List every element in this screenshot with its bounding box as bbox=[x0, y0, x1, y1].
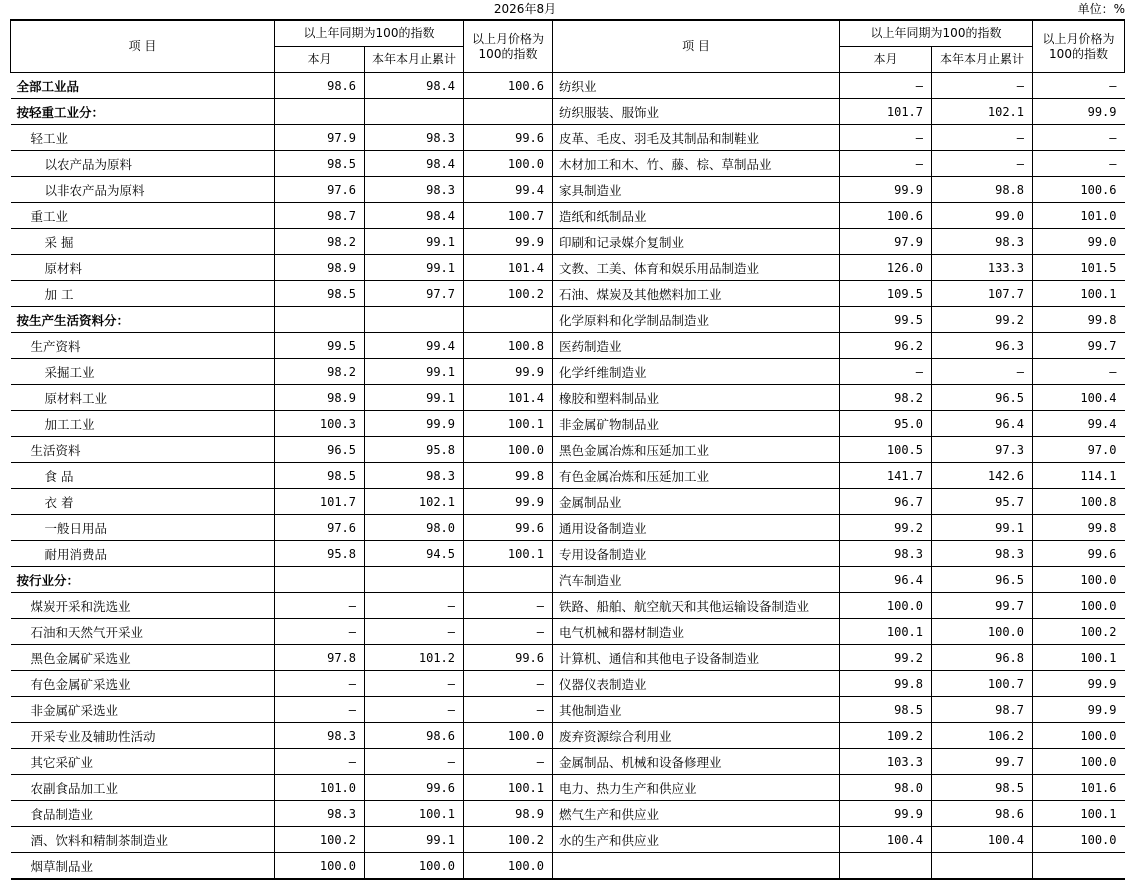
right-ytd-value: 99.0 bbox=[932, 203, 1033, 229]
right-ytd-value: 96.3 bbox=[932, 333, 1033, 359]
left-this-month-value: — bbox=[275, 697, 365, 723]
left-this-month-value: 99.5 bbox=[275, 333, 365, 359]
left-item-name: 采 掘 bbox=[11, 229, 275, 255]
header-mom-left-line2: 100的指数 bbox=[478, 46, 538, 61]
left-item-name: 食品制造业 bbox=[11, 801, 275, 827]
header-this-month-right: 本月 bbox=[840, 47, 932, 73]
right-this-month-value: 99.8 bbox=[840, 671, 932, 697]
right-item-name: 计算机、通信和其他电子设备制造业 bbox=[553, 645, 840, 671]
left-item-name: 农副食品加工业 bbox=[11, 775, 275, 801]
header-mom-right bbox=[1033, 20, 1125, 73]
right-mom-value: — bbox=[1033, 359, 1125, 385]
right-item-name: 木材加工和木、竹、藤、棕、草制品业 bbox=[553, 151, 840, 177]
right-item-name: 化学原料和化学制品制造业 bbox=[553, 307, 840, 333]
right-ytd-value: 133.3 bbox=[932, 255, 1033, 281]
header-item-right: 项 目 bbox=[553, 20, 840, 73]
right-item-name: 专用设备制造业 bbox=[553, 541, 840, 567]
right-this-month-value: 109.2 bbox=[840, 723, 932, 749]
right-item-name: 纺织业 bbox=[553, 73, 840, 99]
right-ytd-value bbox=[932, 853, 1033, 880]
right-item-name: 家具制造业 bbox=[553, 177, 840, 203]
left-ytd-value: 98.6 bbox=[365, 723, 464, 749]
table-row bbox=[11, 125, 1125, 151]
left-item-name: 一般日用品 bbox=[11, 515, 275, 541]
left-ytd-value: 99.1 bbox=[365, 385, 464, 411]
left-mom-value: 100.0 bbox=[464, 437, 553, 463]
right-this-month-value: 103.3 bbox=[840, 749, 932, 775]
left-mom-value: 99.9 bbox=[464, 229, 553, 255]
table-row bbox=[11, 151, 1125, 177]
right-mom-value: 101.5 bbox=[1033, 255, 1125, 281]
left-this-month-value: 98.9 bbox=[275, 385, 365, 411]
right-mom-value: 100.0 bbox=[1033, 723, 1125, 749]
table-row bbox=[11, 515, 1125, 541]
table-row bbox=[11, 437, 1125, 463]
left-ytd-value: 100.1 bbox=[365, 801, 464, 827]
right-item-name: 石油、煤炭及其他燃料加工业 bbox=[553, 281, 840, 307]
right-this-month-value: 95.0 bbox=[840, 411, 932, 437]
right-item-name: 橡胶和塑料制品业 bbox=[553, 385, 840, 411]
right-item-name: 金属制品、机械和设备修理业 bbox=[553, 749, 840, 775]
left-mom-value: — bbox=[464, 593, 553, 619]
left-this-month-value: 100.0 bbox=[275, 853, 365, 880]
table-row bbox=[11, 203, 1125, 229]
left-ytd-value: 95.8 bbox=[365, 437, 464, 463]
right-item-name: 金属制品业 bbox=[553, 489, 840, 515]
table-row bbox=[11, 463, 1125, 489]
right-item-name: 纺织服装、服饰业 bbox=[553, 99, 840, 125]
right-this-month-value: — bbox=[840, 73, 932, 99]
right-item-name: 化学纤维制造业 bbox=[553, 359, 840, 385]
left-this-month-value: 98.2 bbox=[275, 229, 365, 255]
right-ytd-value: 96.5 bbox=[932, 567, 1033, 593]
left-item-name: 采掘工业 bbox=[11, 359, 275, 385]
left-item-name: 按生产生活资料分： bbox=[11, 307, 275, 333]
right-this-month-value: 101.7 bbox=[840, 99, 932, 125]
left-item-name: 生活资料 bbox=[11, 437, 275, 463]
right-ytd-value: 98.8 bbox=[932, 177, 1033, 203]
left-item-name: 按轻重工业分： bbox=[11, 99, 275, 125]
right-mom-value: 114.1 bbox=[1033, 463, 1125, 489]
left-mom-value: 99.4 bbox=[464, 177, 553, 203]
left-ytd-value: 98.3 bbox=[365, 177, 464, 203]
left-this-month-value: 98.6 bbox=[275, 73, 365, 99]
left-mom-value: 100.1 bbox=[464, 411, 553, 437]
left-this-month-value: 97.9 bbox=[275, 125, 365, 151]
left-item-name: 耐用消费品 bbox=[11, 541, 275, 567]
table-row bbox=[11, 99, 1125, 125]
left-mom-value: 100.8 bbox=[464, 333, 553, 359]
right-this-month-value: 100.6 bbox=[840, 203, 932, 229]
table-row bbox=[11, 697, 1125, 723]
table-row bbox=[11, 645, 1125, 671]
right-ytd-value: 99.1 bbox=[932, 515, 1033, 541]
right-mom-value: 99.6 bbox=[1033, 541, 1125, 567]
left-this-month-value bbox=[275, 567, 365, 593]
table-row bbox=[11, 333, 1125, 359]
right-mom-value bbox=[1033, 853, 1125, 880]
left-ytd-value: 102.1 bbox=[365, 489, 464, 515]
table-row bbox=[11, 749, 1125, 775]
left-ytd-value bbox=[365, 567, 464, 593]
left-this-month-value: 100.3 bbox=[275, 411, 365, 437]
right-mom-value: 99.4 bbox=[1033, 411, 1125, 437]
table-row bbox=[11, 177, 1125, 203]
right-ytd-value: 98.3 bbox=[932, 229, 1033, 255]
right-item-name: 电力、热力生产和供应业 bbox=[553, 775, 840, 801]
right-this-month-value: 99.9 bbox=[840, 801, 932, 827]
right-item-name: 水的生产和供应业 bbox=[553, 827, 840, 853]
right-mom-value: 100.2 bbox=[1033, 619, 1125, 645]
left-ytd-value: 99.1 bbox=[365, 229, 464, 255]
left-this-month-value: 98.9 bbox=[275, 255, 365, 281]
right-item-name: 仪器仪表制造业 bbox=[553, 671, 840, 697]
right-ytd-value: 96.8 bbox=[932, 645, 1033, 671]
left-ytd-value: — bbox=[365, 671, 464, 697]
right-ytd-value: 107.7 bbox=[932, 281, 1033, 307]
left-item-name: 开采专业及辅助性活动 bbox=[11, 723, 275, 749]
right-item-name: 非金属矿物制品业 bbox=[553, 411, 840, 437]
right-mom-value: 100.0 bbox=[1033, 827, 1125, 853]
right-item-name: 废弃资源综合利用业 bbox=[553, 723, 840, 749]
left-item-name: 原材料工业 bbox=[11, 385, 275, 411]
right-item-name: 有色金属冶炼和压延加工业 bbox=[553, 463, 840, 489]
right-this-month-value: — bbox=[840, 359, 932, 385]
right-ytd-value: 99.2 bbox=[932, 307, 1033, 333]
left-ytd-value: 98.3 bbox=[365, 125, 464, 151]
right-ytd-value: 98.3 bbox=[932, 541, 1033, 567]
table-body bbox=[11, 73, 1125, 880]
right-item-name: 皮革、毛皮、羽毛及其制品和制鞋业 bbox=[553, 125, 840, 151]
right-ytd-value: 142.6 bbox=[932, 463, 1033, 489]
table-row bbox=[11, 619, 1125, 645]
left-mom-value: 99.6 bbox=[464, 645, 553, 671]
table-row bbox=[11, 307, 1125, 333]
left-ytd-value: — bbox=[365, 749, 464, 775]
left-mom-value: 99.6 bbox=[464, 125, 553, 151]
table-row bbox=[11, 73, 1125, 99]
left-this-month-value: 96.5 bbox=[275, 437, 365, 463]
left-item-name: 加工工业 bbox=[11, 411, 275, 437]
left-mom-value: 100.2 bbox=[464, 281, 553, 307]
left-mom-value: 99.8 bbox=[464, 463, 553, 489]
right-this-month-value bbox=[840, 853, 932, 880]
left-this-month-value: 101.7 bbox=[275, 489, 365, 515]
right-mom-value: 97.0 bbox=[1033, 437, 1125, 463]
left-ytd-value: 99.9 bbox=[365, 411, 464, 437]
right-this-month-value: — bbox=[840, 125, 932, 151]
left-this-month-value: 98.5 bbox=[275, 151, 365, 177]
left-ytd-value: 97.7 bbox=[365, 281, 464, 307]
table-row bbox=[11, 385, 1125, 411]
left-this-month-value: — bbox=[275, 671, 365, 697]
left-ytd-value: 99.1 bbox=[365, 255, 464, 281]
left-ytd-value bbox=[365, 99, 464, 125]
right-ytd-value: — bbox=[932, 73, 1033, 99]
left-this-month-value: 97.6 bbox=[275, 515, 365, 541]
left-mom-value: 98.9 bbox=[464, 801, 553, 827]
right-this-month-value: 98.3 bbox=[840, 541, 932, 567]
table-row bbox=[11, 541, 1125, 567]
left-ytd-value bbox=[365, 307, 464, 333]
left-mom-value bbox=[464, 307, 553, 333]
left-item-name: 石油和天然气开采业 bbox=[11, 619, 275, 645]
table-row bbox=[11, 671, 1125, 697]
right-ytd-value: 99.7 bbox=[932, 593, 1033, 619]
table-row bbox=[11, 281, 1125, 307]
left-this-month-value: 95.8 bbox=[275, 541, 365, 567]
left-item-name: 重工业 bbox=[11, 203, 275, 229]
left-item-name: 衣 着 bbox=[11, 489, 275, 515]
left-item-name: 轻工业 bbox=[11, 125, 275, 151]
right-this-month-value: 96.4 bbox=[840, 567, 932, 593]
right-this-month-value: — bbox=[840, 151, 932, 177]
right-item-name bbox=[553, 853, 840, 880]
left-mom-value: — bbox=[464, 619, 553, 645]
right-item-name: 医药制造业 bbox=[553, 333, 840, 359]
left-ytd-value: 94.5 bbox=[365, 541, 464, 567]
right-this-month-value: 99.2 bbox=[840, 515, 932, 541]
table-row bbox=[11, 723, 1125, 749]
right-ytd-value: 97.3 bbox=[932, 437, 1033, 463]
right-mom-value: 100.1 bbox=[1033, 801, 1125, 827]
right-this-month-value: 98.0 bbox=[840, 775, 932, 801]
left-ytd-value: 99.1 bbox=[365, 827, 464, 853]
table-row bbox=[11, 567, 1125, 593]
right-ytd-value: — bbox=[932, 151, 1033, 177]
unit-label: 单位：% bbox=[1077, 2, 1125, 16]
left-ytd-value: 98.4 bbox=[365, 73, 464, 99]
right-this-month-value: 98.2 bbox=[840, 385, 932, 411]
right-item-name: 造纸和纸制品业 bbox=[553, 203, 840, 229]
right-mom-value: 99.9 bbox=[1033, 671, 1125, 697]
right-mom-value: 99.8 bbox=[1033, 515, 1125, 541]
left-this-month-value: 98.3 bbox=[275, 801, 365, 827]
left-this-month-value: 98.2 bbox=[275, 359, 365, 385]
left-ytd-value: 100.0 bbox=[365, 853, 464, 880]
header-ytd-left: 本年本月止累计 bbox=[365, 47, 464, 73]
header-this-month-left: 本月 bbox=[275, 47, 365, 73]
header-yoy-right: 以上年同期为100的指数 bbox=[840, 20, 1033, 47]
right-mom-value: — bbox=[1033, 151, 1125, 177]
left-this-month-value: 101.0 bbox=[275, 775, 365, 801]
left-mom-value: — bbox=[464, 671, 553, 697]
left-ytd-value: — bbox=[365, 619, 464, 645]
report-topline bbox=[0, 0, 1135, 18]
right-mom-value: 101.6 bbox=[1033, 775, 1125, 801]
right-item-name: 通用设备制造业 bbox=[553, 515, 840, 541]
left-mom-value: 100.0 bbox=[464, 853, 553, 880]
left-ytd-value: 101.2 bbox=[365, 645, 464, 671]
right-mom-value: 99.7 bbox=[1033, 333, 1125, 359]
left-mom-value: 101.4 bbox=[464, 385, 553, 411]
right-mom-value: 100.0 bbox=[1033, 749, 1125, 775]
header-mom-right-line1: 以上月价格为 bbox=[1042, 31, 1115, 46]
left-this-month-value bbox=[275, 307, 365, 333]
left-mom-value: 100.6 bbox=[464, 73, 553, 99]
right-mom-value: — bbox=[1033, 73, 1125, 99]
left-item-name: 酒、饮料和精制茶制造业 bbox=[11, 827, 275, 853]
table-row bbox=[11, 359, 1125, 385]
table-row bbox=[11, 229, 1125, 255]
right-item-name: 其他制造业 bbox=[553, 697, 840, 723]
right-ytd-value: 98.6 bbox=[932, 801, 1033, 827]
right-this-month-value: 99.9 bbox=[840, 177, 932, 203]
left-item-name: 其它采矿业 bbox=[11, 749, 275, 775]
right-this-month-value: 97.9 bbox=[840, 229, 932, 255]
header-ytd-right: 本年本月止累计 bbox=[932, 47, 1033, 73]
right-this-month-value: 96.2 bbox=[840, 333, 932, 359]
right-item-name: 汽车制造业 bbox=[553, 567, 840, 593]
right-ytd-value: — bbox=[932, 359, 1033, 385]
right-mom-value: 100.0 bbox=[1033, 593, 1125, 619]
price-index-table bbox=[10, 19, 1125, 880]
header-mom-left bbox=[464, 20, 553, 73]
left-mom-value: 100.0 bbox=[464, 151, 553, 177]
right-item-name: 燃气生产和供应业 bbox=[553, 801, 840, 827]
left-mom-value: 100.1 bbox=[464, 775, 553, 801]
left-ytd-value: 98.0 bbox=[365, 515, 464, 541]
right-mom-value: 100.1 bbox=[1033, 281, 1125, 307]
right-ytd-value: 100.0 bbox=[932, 619, 1033, 645]
left-ytd-value: 99.4 bbox=[365, 333, 464, 359]
right-ytd-value: 98.5 bbox=[932, 775, 1033, 801]
left-mom-value: 99.6 bbox=[464, 515, 553, 541]
right-mom-value: — bbox=[1033, 125, 1125, 151]
right-mom-value: 99.9 bbox=[1033, 697, 1125, 723]
left-mom-value: 99.9 bbox=[464, 359, 553, 385]
right-ytd-value: — bbox=[932, 125, 1033, 151]
right-item-name: 电气机械和器材制造业 bbox=[553, 619, 840, 645]
right-item-name: 黑色金属冶炼和压延加工业 bbox=[553, 437, 840, 463]
left-this-month-value: 97.8 bbox=[275, 645, 365, 671]
right-this-month-value: 100.4 bbox=[840, 827, 932, 853]
right-this-month-value: 141.7 bbox=[840, 463, 932, 489]
left-item-name: 原材料 bbox=[11, 255, 275, 281]
right-ytd-value: 100.7 bbox=[932, 671, 1033, 697]
right-item-name: 印刷和记录媒介复制业 bbox=[553, 229, 840, 255]
right-mom-value: 101.0 bbox=[1033, 203, 1125, 229]
table-row bbox=[11, 489, 1125, 515]
left-item-name: 以非农产品为原料 bbox=[11, 177, 275, 203]
left-this-month-value: 100.2 bbox=[275, 827, 365, 853]
left-ytd-value: 99.1 bbox=[365, 359, 464, 385]
left-item-name: 有色金属矿采选业 bbox=[11, 671, 275, 697]
right-mom-value: 100.1 bbox=[1033, 645, 1125, 671]
left-this-month-value bbox=[275, 99, 365, 125]
table-row bbox=[11, 255, 1125, 281]
left-this-month-value: 98.5 bbox=[275, 281, 365, 307]
left-mom-value: 100.1 bbox=[464, 541, 553, 567]
left-this-month-value: 98.3 bbox=[275, 723, 365, 749]
left-this-month-value: 98.5 bbox=[275, 463, 365, 489]
left-ytd-value: — bbox=[365, 697, 464, 723]
header-item-left: 项 目 bbox=[11, 20, 275, 73]
right-mom-value: 100.0 bbox=[1033, 567, 1125, 593]
right-mom-value: 99.0 bbox=[1033, 229, 1125, 255]
right-this-month-value: 99.2 bbox=[840, 645, 932, 671]
left-ytd-value: — bbox=[365, 593, 464, 619]
left-item-name: 加 工 bbox=[11, 281, 275, 307]
left-ytd-value: 99.6 bbox=[365, 775, 464, 801]
right-ytd-value: 102.1 bbox=[932, 99, 1033, 125]
table-row bbox=[11, 775, 1125, 801]
right-ytd-value: 96.4 bbox=[932, 411, 1033, 437]
left-ytd-value: 98.4 bbox=[365, 203, 464, 229]
right-this-month-value: 96.7 bbox=[840, 489, 932, 515]
left-ytd-value: 98.3 bbox=[365, 463, 464, 489]
left-this-month-value: — bbox=[275, 593, 365, 619]
left-this-month-value: 97.6 bbox=[275, 177, 365, 203]
right-ytd-value: 100.4 bbox=[932, 827, 1033, 853]
left-mom-value: 100.0 bbox=[464, 723, 553, 749]
left-item-name: 非金属矿采选业 bbox=[11, 697, 275, 723]
right-this-month-value: 126.0 bbox=[840, 255, 932, 281]
right-ytd-value: 95.7 bbox=[932, 489, 1033, 515]
header-mom-left-line1: 以上月价格为 bbox=[471, 31, 544, 46]
right-mom-value: 99.8 bbox=[1033, 307, 1125, 333]
table-row bbox=[11, 801, 1125, 827]
right-mom-value: 100.6 bbox=[1033, 177, 1125, 203]
table-row bbox=[11, 593, 1125, 619]
left-this-month-value: 98.7 bbox=[275, 203, 365, 229]
left-this-month-value: — bbox=[275, 749, 365, 775]
right-this-month-value: 100.5 bbox=[840, 437, 932, 463]
table-row bbox=[11, 853, 1125, 880]
right-this-month-value: 99.5 bbox=[840, 307, 932, 333]
right-mom-value: 100.8 bbox=[1033, 489, 1125, 515]
left-mom-value bbox=[464, 99, 553, 125]
right-mom-value: 100.4 bbox=[1033, 385, 1125, 411]
report-date: 2026年8月 bbox=[493, 2, 557, 16]
left-mom-value: 101.4 bbox=[464, 255, 553, 281]
right-item-name: 铁路、船舶、航空航天和其他运输设备制造业 bbox=[553, 593, 840, 619]
right-this-month-value: 100.0 bbox=[840, 593, 932, 619]
left-item-name: 煤炭开采和洗选业 bbox=[11, 593, 275, 619]
left-item-name: 食 品 bbox=[11, 463, 275, 489]
left-mom-value: 100.7 bbox=[464, 203, 553, 229]
table-row bbox=[11, 411, 1125, 437]
left-mom-value: 100.2 bbox=[464, 827, 553, 853]
right-this-month-value: 109.5 bbox=[840, 281, 932, 307]
right-ytd-value: 96.5 bbox=[932, 385, 1033, 411]
left-item-name: 全部工业品 bbox=[11, 73, 275, 99]
left-item-name: 生产资料 bbox=[11, 333, 275, 359]
left-mom-value bbox=[464, 567, 553, 593]
left-ytd-value: 98.4 bbox=[365, 151, 464, 177]
right-mom-value: 99.9 bbox=[1033, 99, 1125, 125]
left-mom-value: — bbox=[464, 749, 553, 775]
right-this-month-value: 100.1 bbox=[840, 619, 932, 645]
left-item-name: 烟草制品业 bbox=[11, 853, 275, 880]
right-ytd-value: 98.7 bbox=[932, 697, 1033, 723]
left-item-name: 以农产品为原料 bbox=[11, 151, 275, 177]
header-yoy-left: 以上年同期为100的指数 bbox=[275, 20, 464, 47]
left-item-name: 按行业分： bbox=[11, 567, 275, 593]
left-this-month-value: — bbox=[275, 619, 365, 645]
table-row bbox=[11, 827, 1125, 853]
right-this-month-value: 98.5 bbox=[840, 697, 932, 723]
right-item-name: 文教、工美、体育和娱乐用品制造业 bbox=[553, 255, 840, 281]
right-ytd-value: 106.2 bbox=[932, 723, 1033, 749]
header-mom-right-line2: 100的指数 bbox=[1049, 46, 1108, 61]
left-item-name: 黑色金属矿采选业 bbox=[11, 645, 275, 671]
left-mom-value: 99.9 bbox=[464, 489, 553, 515]
left-mom-value: — bbox=[464, 697, 553, 723]
right-ytd-value: 99.7 bbox=[932, 749, 1033, 775]
